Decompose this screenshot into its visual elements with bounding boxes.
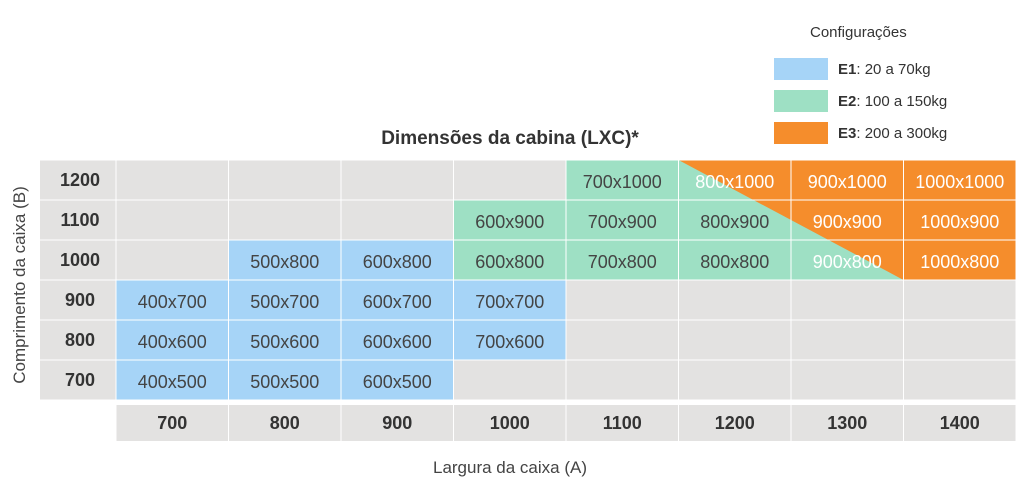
x-tick-label: 700: [157, 413, 188, 433]
y-tick-label: 1200: [59, 170, 101, 190]
x-axis-title: Largura da caixa (A): [432, 458, 588, 477]
cell-label: 800x900: [700, 212, 770, 232]
cell-label: 800x1000: [695, 172, 775, 192]
legend-text: : 200 a 300kg: [856, 124, 948, 142]
x-tick-label: 1300: [827, 413, 868, 433]
empty-cell: [229, 160, 342, 200]
cell-label: 700x700: [475, 292, 545, 312]
cell-label: 500x800: [250, 252, 320, 272]
x-tick-label: 800: [269, 413, 300, 433]
legend-code: E2: [838, 92, 857, 110]
cell-label: 800x800: [700, 252, 770, 272]
empty-cell: [679, 320, 792, 360]
cell-label: 500x700: [250, 292, 320, 312]
cell-label: 900x800: [812, 252, 882, 272]
legend-code: E1: [838, 60, 857, 78]
cell-label: 600x800: [475, 252, 545, 272]
cell-label: 700x1000: [582, 172, 662, 192]
cell-label: 900x1000: [807, 172, 887, 192]
cell-label: 1000x900: [920, 212, 1000, 232]
empty-cell: [566, 360, 679, 400]
cell-label: 600x700: [362, 292, 432, 312]
cell-label: 700x900: [587, 212, 657, 232]
empty-cell: [229, 200, 342, 240]
cell-label: 400x500: [137, 372, 207, 392]
empty-cell: [791, 320, 904, 360]
empty-cell: [454, 160, 567, 200]
x-tick-label: 1400: [939, 413, 980, 433]
cell-label: 700x600: [475, 332, 545, 352]
x-tick-label: 1200: [714, 413, 755, 433]
legend-text: : 100 a 150kg: [856, 92, 948, 110]
y-tick-label: 1100: [60, 210, 100, 230]
cell-label: 1000x1000: [915, 172, 1005, 192]
cell-label: 400x700: [137, 292, 207, 312]
cell-label: 600x900: [475, 212, 545, 232]
empty-cell: [904, 280, 1017, 320]
legend-text: : 20 a 70kg: [856, 60, 931, 78]
empty-cell: [904, 320, 1017, 360]
cell-label: 1000x800: [920, 252, 1000, 272]
empty-cell: [454, 360, 567, 400]
cell-label: 500x500: [250, 372, 320, 392]
legend-title: Configurações: [810, 24, 907, 41]
y-tick-label: 1000: [59, 250, 101, 270]
x-tick-label: 1000: [489, 413, 530, 433]
x-tick-label: 900: [382, 413, 413, 433]
cell-label: 900x900: [812, 212, 882, 232]
empty-cell: [679, 280, 792, 320]
y-tick-label: 700: [64, 370, 96, 390]
empty-cell: [341, 160, 454, 200]
cell-label: 500x600: [250, 332, 320, 352]
cell-label: 400x600: [137, 332, 207, 352]
x-tick-label: 1100: [602, 413, 642, 433]
cell-label: 600x800: [362, 252, 432, 272]
empty-cell: [116, 160, 229, 200]
cell-label: 600x600: [362, 332, 432, 352]
chart-title: Dimensões da cabina (LXC)*: [381, 128, 639, 149]
empty-cell: [679, 360, 792, 400]
y-tick-label: 800: [64, 330, 96, 350]
cell-label: 700x800: [587, 252, 657, 272]
empty-cell: [566, 280, 679, 320]
empty-cell: [341, 200, 454, 240]
empty-cell: [116, 200, 229, 240]
y-tick-label: 900: [64, 290, 96, 310]
empty-cell: [904, 360, 1017, 400]
empty-cell: [566, 320, 679, 360]
legend-code: E3: [838, 124, 857, 142]
empty-cell: [791, 280, 904, 320]
empty-cell: [116, 240, 229, 280]
y-axis-title: Comprimento da caixa (B): [10, 186, 29, 384]
cell-label: 600x500: [362, 372, 432, 392]
empty-cell: [791, 360, 904, 400]
